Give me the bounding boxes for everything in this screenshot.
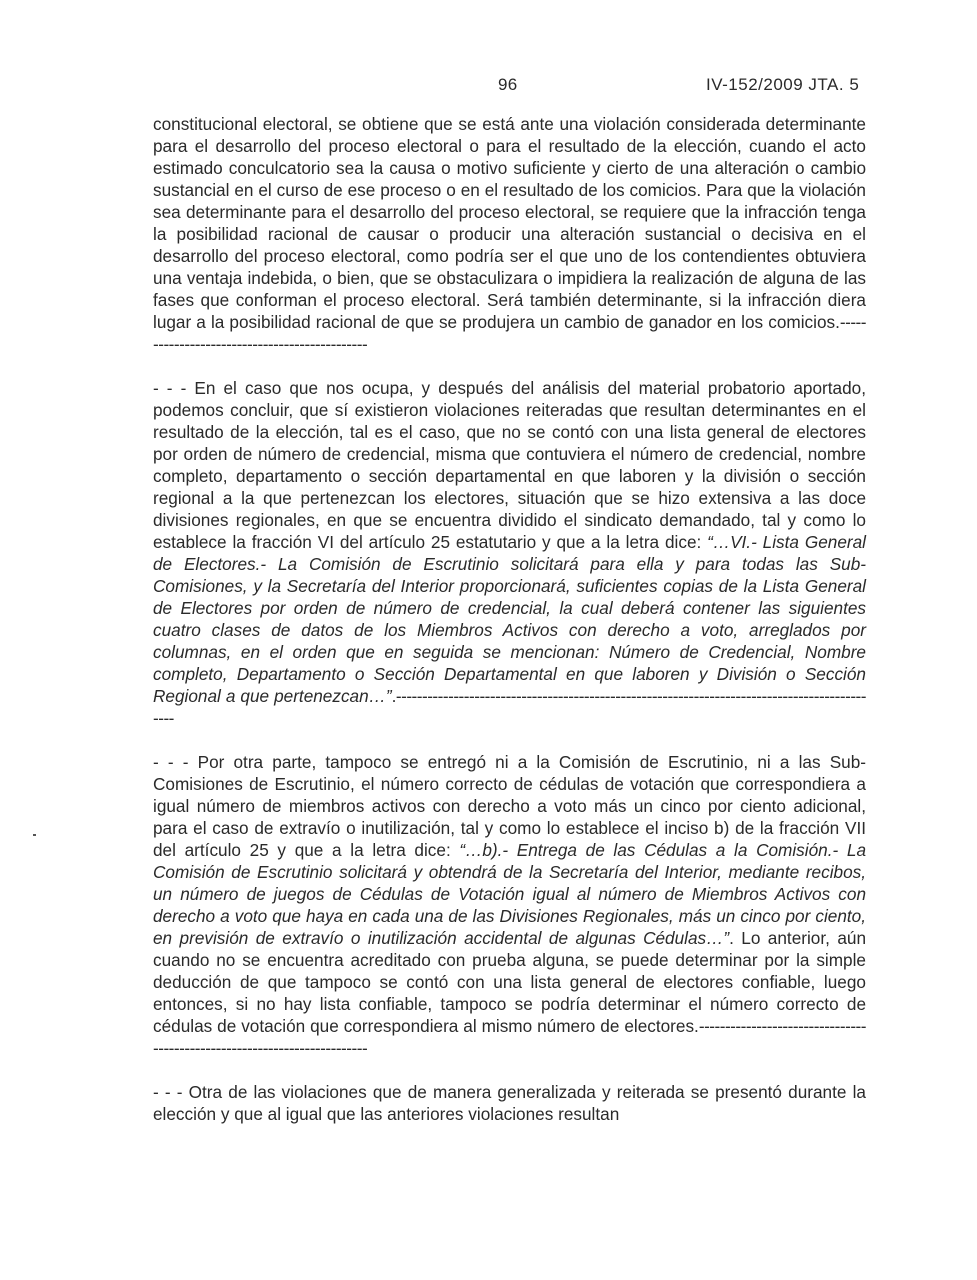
body-text [153, 113, 866, 1125]
case-reference: IV-152/2009 JTA. 5 [706, 75, 860, 94]
dash-filler: ---------------------------------------------- [153, 312, 866, 354]
quoted-statute: “…b).- Entrega de las Cédulas a la Comisión.- La Comisión de Escrutinio solicitará y obtendrá de la Secretaría del Interior, mediante recibos, un número de juegos de Cédulas de Votación igual al número de Miembros Activos con derecho a voto que haya en cada una de las Divisiones Regionales, más un cinco por ciento, en previsión de extravío o inutilización accidental de algunas Cédulas…” [153, 840, 866, 948]
paragraph-text: constitucional electoral, se obtiene que se está ante una violación considerada determinante para el desarrollo del proceso electoral o para el resultado de la elección, cuando el acto estimado conculcatorio sea la causa o motivo suficiente y cierto de una alteración o cambio sustancial en el curso de ese proceso o en el resultado de los comicios. Para que la violación sea determinante para el desarrollo del proceso electoral, se requiere que la infracción tenga la posibilidad racional de causar o producir una alteración sustancial o decisiva en el desarrollo del proceso electoral, como podría ser el que uno de los contendientes obtuviera una ventaja indebida, o bien, que se obstaculizara o impidiera la realización de alguna de las fases que conforman el proceso electoral. Será también determinante, si la infracción diera lugar a la posibilidad racional de que se produjera un cambio de ganador en los comicios. [153, 114, 866, 332]
paragraph-4 [153, 1081, 866, 1125]
paragraph-text: - - - Otra de las violaciones que de manera generalizada y reiterada se presentó durante la elección y que al igual que las anteriores violaciones resultan [153, 1082, 866, 1124]
paragraph-1 [153, 113, 866, 355]
scan-speck [33, 834, 36, 836]
paragraph-3 [153, 751, 866, 1059]
dash-filler: ------------------------------------------------------------------------- [153, 1016, 866, 1058]
paragraph-text: . Lo anterior, aún cuando no se encuentra acreditado con prueba alguna, se puede determinar por la simple deducción de que tampoco se contó con una lista general de electores confiable, luego entonces, si no hay lista confiable, tampoco se podría determinar el número correcto de cédulas de votación que correspondiera al mismo número de electores. [153, 928, 867, 1036]
paragraph-text: - - - En el caso que nos ocupa, y después del análisis del material probatorio aportado, podemos concluir, que sí existieron violaciones reiteradas que resultan determinantes en el resultado de la elección, tal es el caso, que no se contó con una lista general de electores por orden de número de credencial, misma que contuviera el número de credencial, nombre completo, departamento o sección departamental en que laboren y la división o sección regional a la que pertenezcan los electores, situación que se hizo extensiva a las doce divisiones regionales, en que se encuentra dividido el sindicato demandado, tal y como lo establece la fracción VI del artículo 25 estatutario y que a la letra dice: [153, 378, 866, 552]
quoted-statute: “…VI.- Lista General de Electores.- La Comisión de Escrutinio solicitará para ella y para todas las Sub-Comisiones, y la Secretaría del Interior proporcionará, suficientes copias de la Lista General de Electores por orden de número de credencial, la cual deberá contener las siguientes cuatro clases de datos de los Miembros Activos con derecho a voto, arreglados por columnas, en el orden que en seguida se mencionan: Número de Credencial, Nombre completo, Departamento o Sección Departamental en que laboren y División o Sección Regional a que pertenezcan…” [153, 532, 866, 706]
page-number: 96 [498, 75, 518, 94]
paragraph-2 [153, 377, 866, 729]
paragraph-text: - - - Por otra parte, tampoco se entregó ni a la Comisión de Escrutinio, ni a las Sub-Comisiones de Escrutinio, el número correcto de cédulas de votación que correspondiera a igual número de miembros activos con derecho a voto más un cinco por ciento adicional, para el caso de extravío o inutilización, tal y como lo establece el inciso b) de la fracción VII del artículo 25 y que a la letra dice: [153, 752, 866, 860]
dash-filler: .---------------------------------------------------------------------------------------------- [153, 686, 866, 728]
